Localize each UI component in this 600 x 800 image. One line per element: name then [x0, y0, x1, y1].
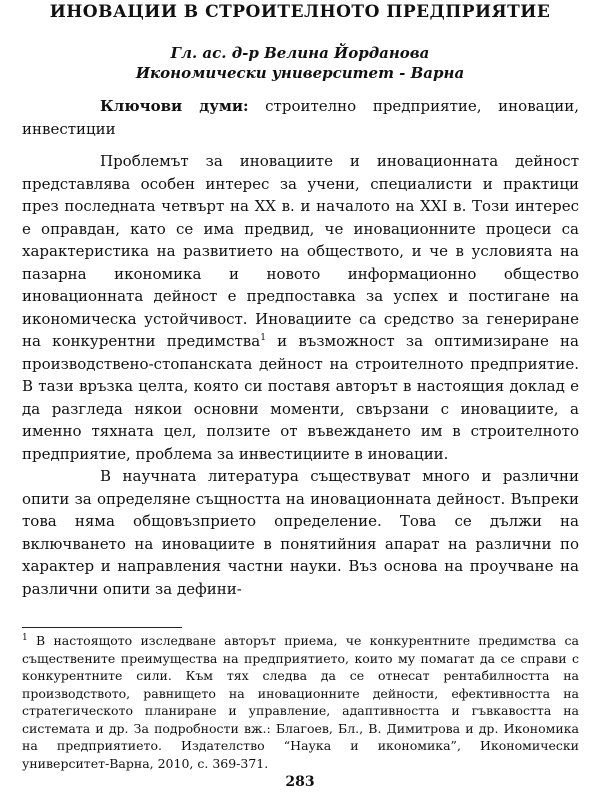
paper-title: ИНОВАЦИИ В СТРОИТЕЛНОТО ПРЕДПРИЯТИЕ	[49, 2, 551, 22]
footnote-number: 1	[22, 632, 28, 643]
footnotes	[22, 632, 579, 772]
author-name: Гл. ас. д-р Велина Йорданова	[170, 44, 430, 62]
keywords-text: строително предприятие, иновации, инвестиции	[22, 97, 579, 138]
footnote-separator	[22, 627, 182, 628]
footnote-reference: 1	[260, 333, 266, 343]
paragraph-1-part-2: и възможност за оптимизиране на производствено-стопанската дейност на строителното предприятие. В тази връзка целта, която си поставя авторът в настоящия доклад е да разгледа някои основни моменти, свързани с иновациите, а именно тяхната цел, ползите от въвеждането им в строителното предприятие, проблема за инвестициите в иновации.	[22, 332, 579, 463]
paragraph-1-part-1: Проблемът за иновациите и иновационната дейност представлява особен интерес за учени, специалисти и практици през последната четвърт на XX в. и началото на XXI в. Този интерес е оправдан, като се има предвид, че иновационните процеси са характеристика на развитието на обществото, и че в условията на пазарна икономика и новото информационно общество иновационната дейност е предпоставка за успех и постигане на икономическа устойчивост. Иновациите са средство за генериране на конкурентни предимства	[22, 152, 579, 350]
paragraph-1	[22, 150, 579, 465]
body-text	[22, 150, 579, 600]
keywords-line	[22, 95, 579, 141]
paragraph-2: В научната литература съществуват много и различни опити за определяне същността на иновационната дейност. Въпреки това няма общовъзприето определение. Това се дължи на включването на иновациите в понятийния апарат на различни по характер и направления частни науки. Въз основа на проучване на различни опити за дефини-	[22, 467, 579, 598]
footnote-text: В настоящото изследване авторът приема, че конкурентните предимства са съществените преимущества на предприятието, които му помагат да се справи с конкурентните сили. Към тях следва да се отнесат рентабилността на производството, равнището на иновационните дейности, ефективността на стратегическото планиране и управление, адаптивността и гъвкавостта на системата и др. За подробности вж.: Благоев, Бл., В. Димитрова и др. Икономика на предприятието. Издателство “Наука и икономика”, Икономически университет-Варна, 2010, с. 369-371.	[22, 633, 579, 771]
keywords-label: Ключови думи:	[100, 97, 249, 115]
footnote-1	[22, 632, 579, 772]
page-number: 283	[285, 774, 315, 790]
author-affiliation: Икономически университет - Варна	[135, 64, 465, 82]
